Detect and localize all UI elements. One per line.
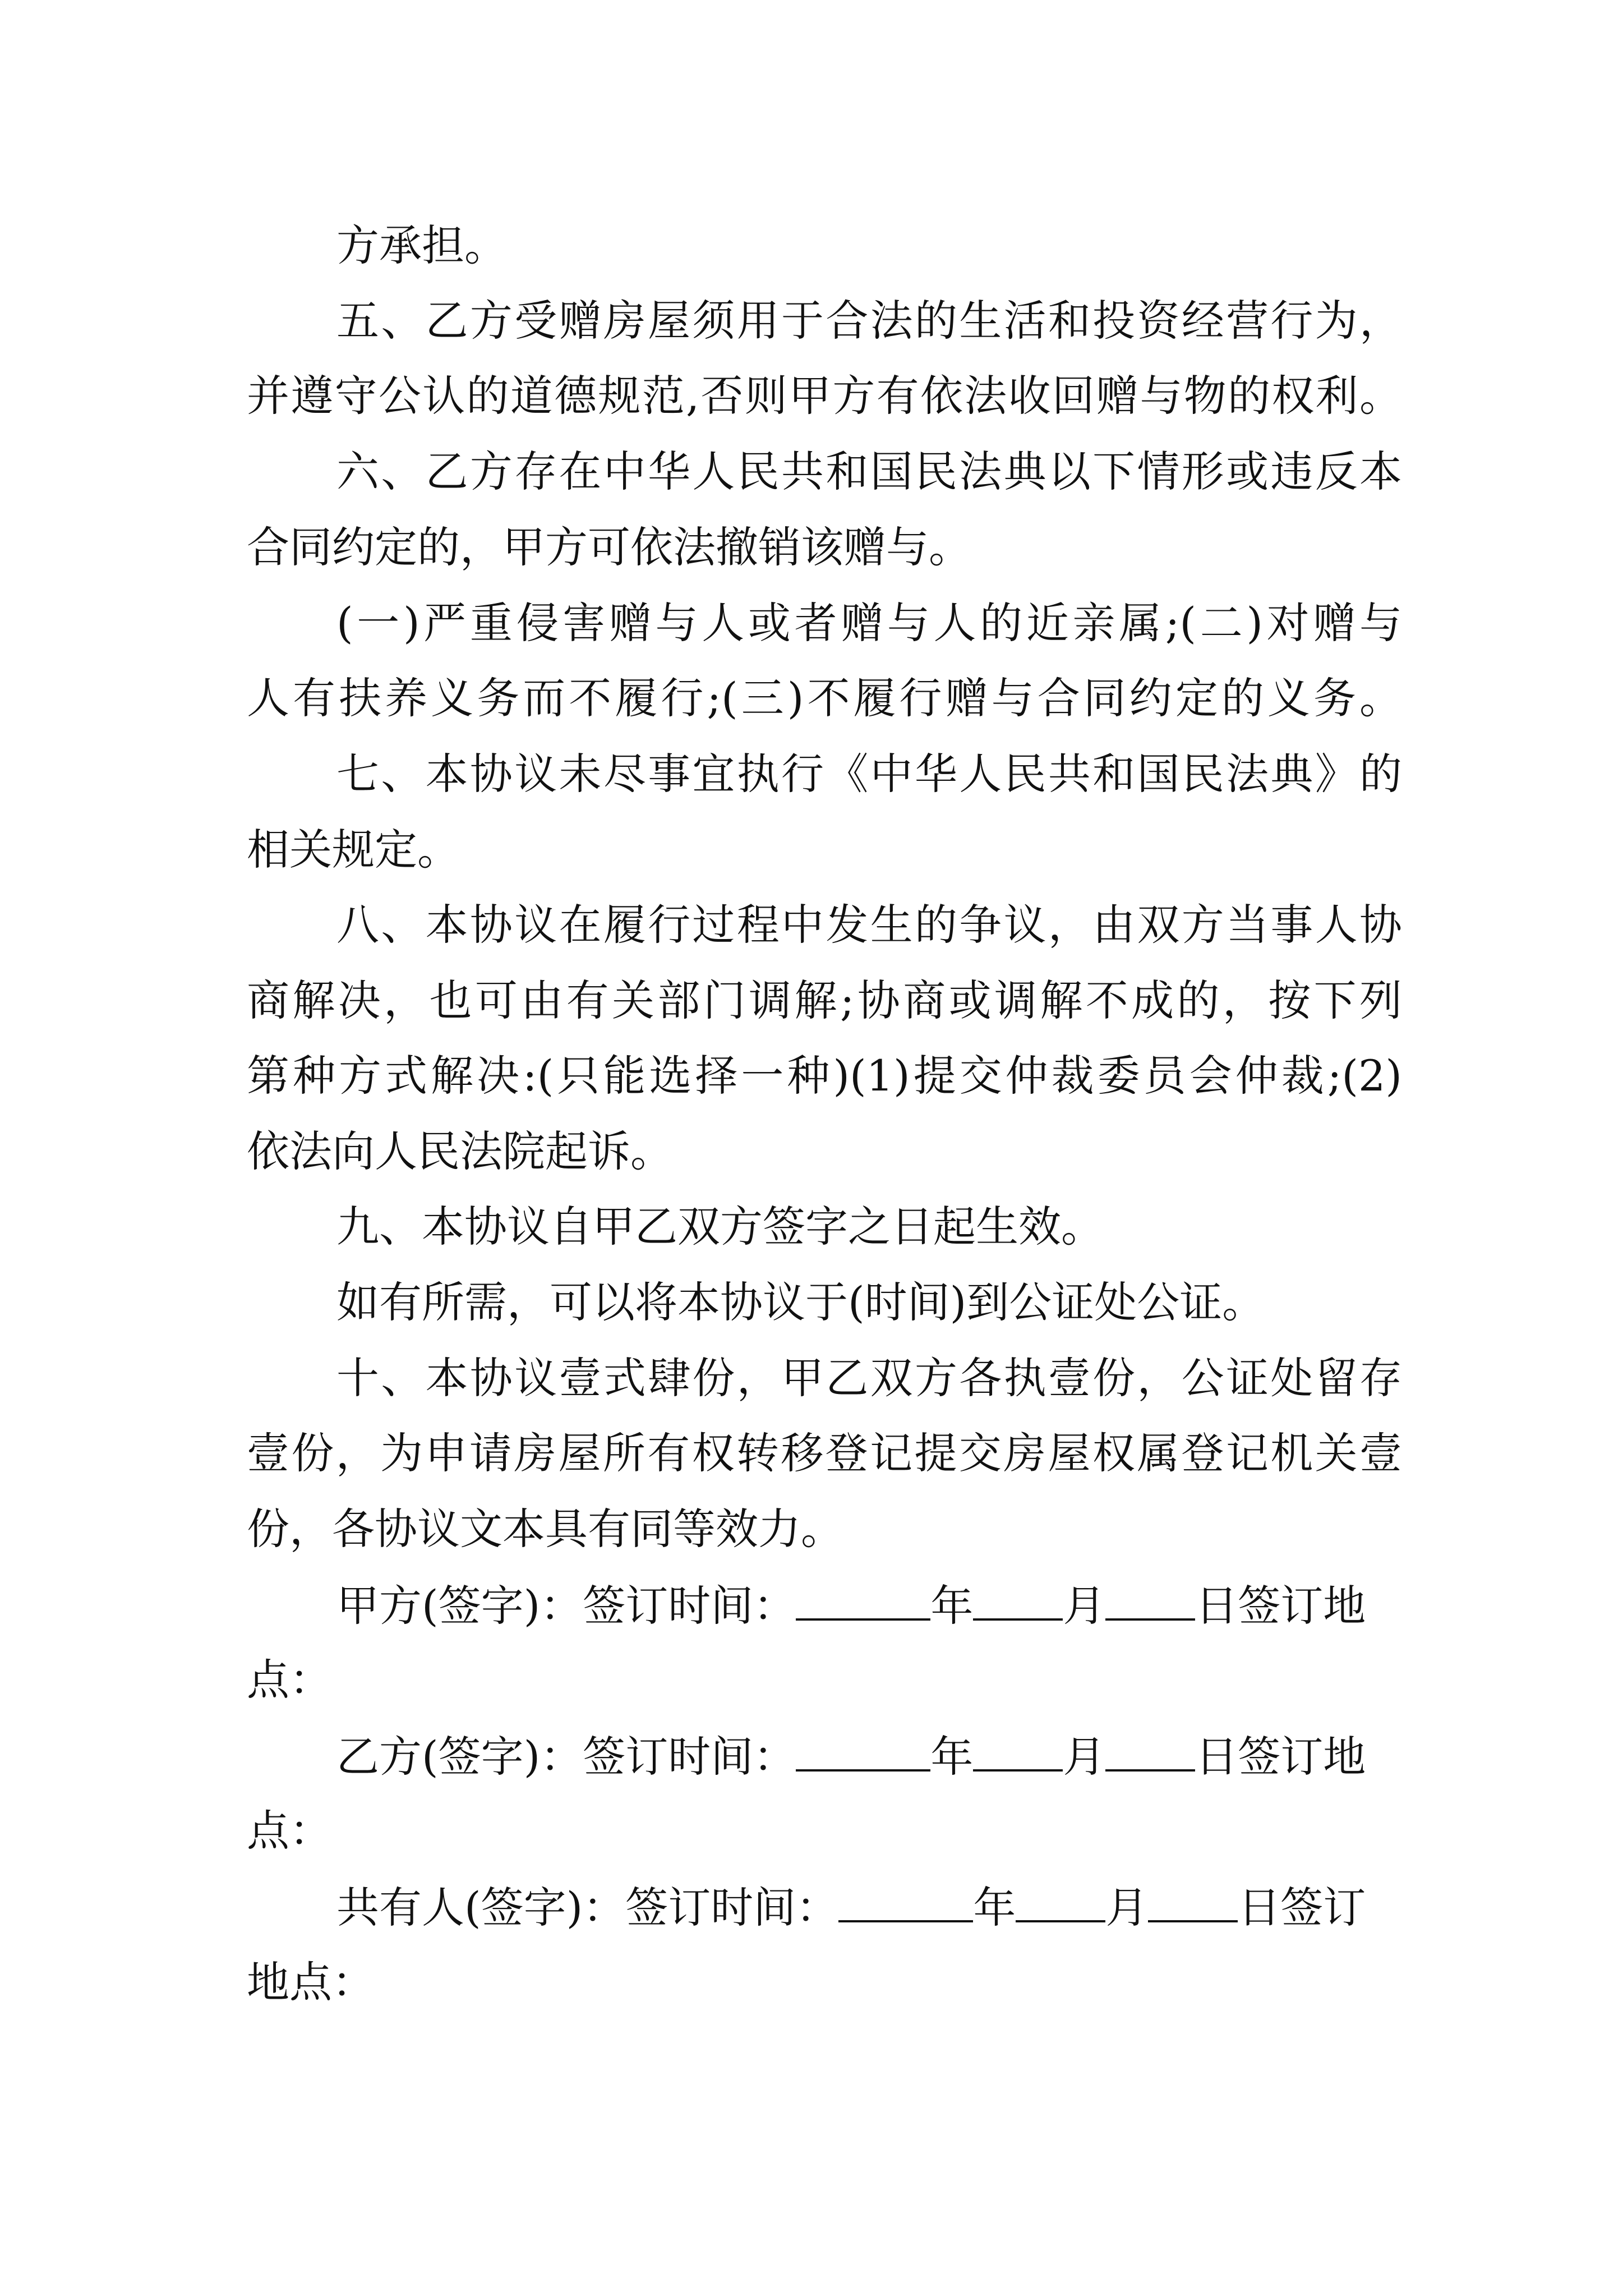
signature-month-blank[interactable] [973, 1579, 1063, 1621]
signature-party-label: 乙方(签字)：签订时间： [336, 1732, 796, 1782]
signature-year-label: 年 [930, 1581, 974, 1631]
signature-line-party-a [336, 1579, 1402, 1632]
signature-place-line: 点： [247, 1655, 332, 1705]
paragraph-line: 相关规定。 [247, 825, 460, 875]
signature-month-label: 月 [1063, 1732, 1106, 1782]
paragraph-line: 方承担。 [336, 220, 507, 270]
paragraph-line: 七、本协议未尽事宜执行《中华人民共和国民法典》的 [336, 749, 1402, 799]
signature-place-line: 点： [247, 1806, 332, 1856]
signature-day-place-label: 日签订 [1238, 1883, 1366, 1932]
signature-month-label: 月 [1063, 1581, 1106, 1631]
paragraph-line: 第种方式解决:(只能选择一种)(1)提交仲裁委员会仲裁;(2) [247, 1051, 1402, 1101]
paragraph-line: (一)严重侵害赠与人或者赠与人的近亲属;(二)对赠与 [336, 598, 1402, 648]
paragraph-line: 九、本协议自甲乙双方签字之日起生效。 [336, 1202, 1104, 1251]
signature-party-label: 共有人(签字)：签订时间： [336, 1883, 839, 1932]
paragraph-line: 如有所需，可以将本协议于(时间)到公证处公证。 [336, 1277, 1265, 1327]
paragraph-line: 壹份，为申请房屋所有权转移登记提交房屋权属登记机关壹 [247, 1428, 1402, 1478]
signature-day-blank[interactable] [1105, 1730, 1195, 1772]
paragraph-line: 合同约定的，甲方可依法撤销该赠与。 [247, 522, 971, 572]
signature-year-label: 年 [930, 1732, 974, 1782]
paragraph-line: 十、本协议壹式肆份，甲乙双方各执壹份，公证处留存 [336, 1353, 1402, 1403]
paragraph-line: 商解决，也可由有关部门调解;协商或调解不成的，按下列 [247, 976, 1402, 1025]
signature-day-blank[interactable] [1148, 1881, 1238, 1922]
signature-year-blank[interactable] [838, 1881, 973, 1922]
signature-month-blank[interactable] [973, 1730, 1063, 1772]
signature-day-place-label: 日签订地 [1195, 1581, 1366, 1631]
paragraph-line: 并遵守公认的道德规范,否则甲方有依法收回赠与物的权利。 [247, 371, 1402, 421]
signature-day-place-label: 日签订地 [1195, 1732, 1366, 1782]
paragraph-line: 份，各协议文本具有同等效力。 [247, 1504, 843, 1554]
signature-year-label: 年 [973, 1883, 1016, 1932]
paragraph-line: 五、乙方受赠房屋须用于合法的生活和投资经营行为， [336, 296, 1402, 346]
signature-year-blank[interactable] [796, 1730, 930, 1772]
signature-month-blank[interactable] [1016, 1881, 1105, 1922]
paragraph-line: 人有扶养义务而不履行;(三)不履行赠与合同约定的义务。 [247, 673, 1402, 723]
signature-line-co-owner [336, 1881, 1402, 1934]
paragraph-line: 八、本协议在履行过程中发生的争议，由双方当事人协 [336, 900, 1402, 950]
signature-party-label: 甲方(签字)：签订时间： [336, 1581, 796, 1631]
signature-year-blank[interactable] [796, 1579, 930, 1621]
signature-line-party-b [336, 1730, 1402, 1783]
signature-month-label: 月 [1105, 1883, 1149, 1932]
signature-day-blank[interactable] [1105, 1579, 1195, 1621]
paragraph-line: 依法向人民法院起诉。 [247, 1126, 673, 1176]
signature-place-line: 地点： [247, 1957, 375, 2007]
paragraph-line: 六、乙方存在中华人民共和国民法典以下情形或违反本 [336, 447, 1402, 496]
